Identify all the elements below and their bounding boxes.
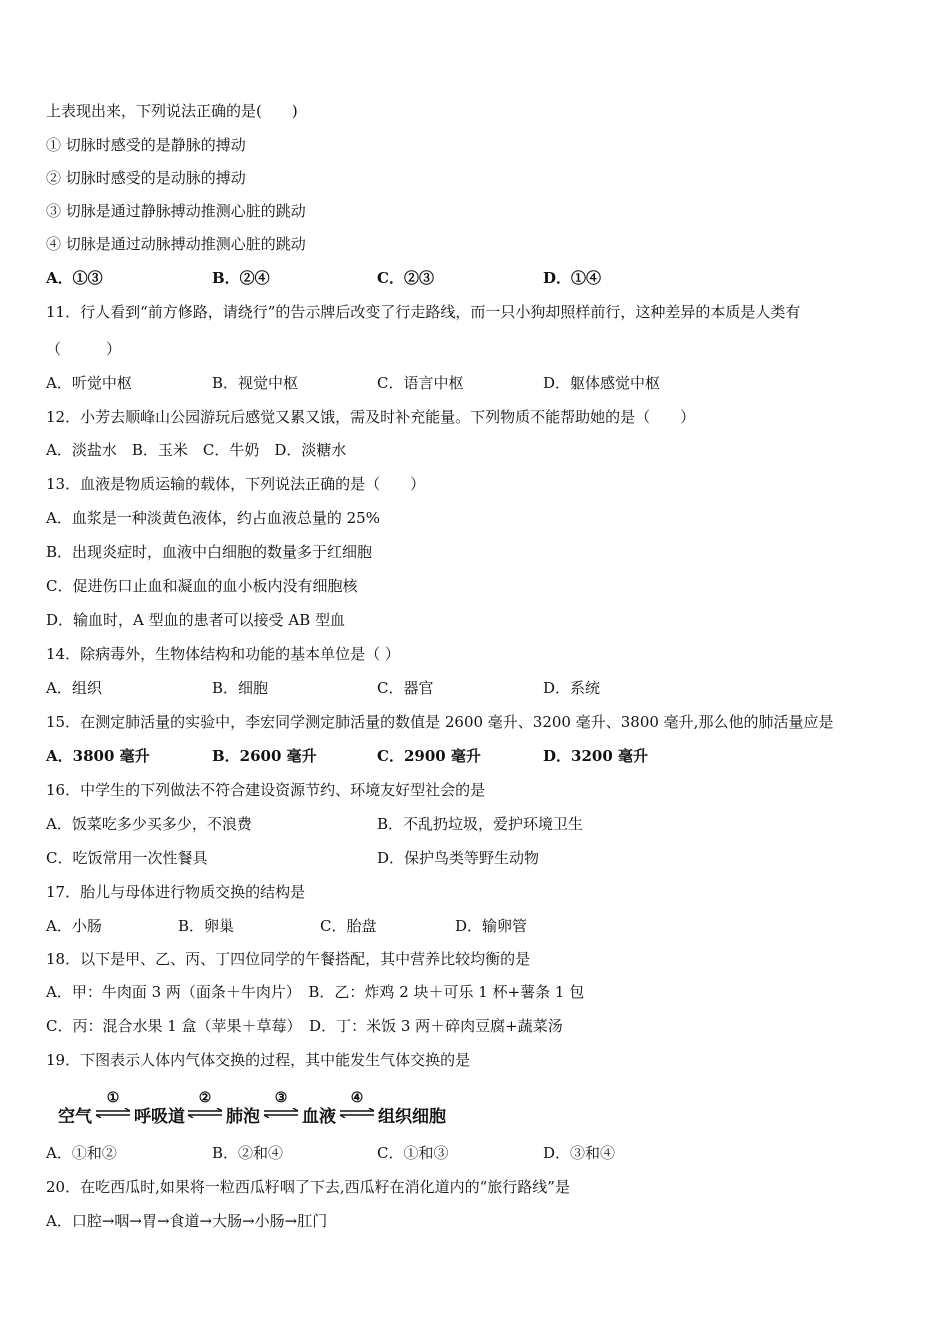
q11-blank: （ ） [46, 340, 122, 358]
q10-statement-1: ① 切脉时感受的是静脉的搏动 [46, 136, 246, 154]
q15-stem: 15．在测定肺活量的实验中，李宏同学测定肺活量的数值是 2600 毫升、3200 毫升、3800 毫升,那么他的肺活量应是 [46, 713, 834, 731]
option-d: D．输卵管 [455, 917, 528, 935]
double-arrow-icon [338, 1108, 376, 1118]
q14-stem: 14．除病毒外，生物体结构和功能的基本单位是（ ） [46, 645, 400, 663]
diagram-arrow-1 [94, 1090, 132, 1128]
option-a: A．饭菜吃多少买多少，不浪费 [46, 815, 252, 833]
diagram-arrow-2 [186, 1090, 224, 1128]
option-b: B．不乱扔垃圾，爱护环境卫生 [377, 815, 584, 833]
option-a: A．①③ [46, 269, 103, 287]
option-d: D．保护鸟类等野生动物 [377, 849, 540, 867]
option-d: D．系统 [543, 679, 601, 697]
option-b: B．视觉中枢 [212, 374, 299, 392]
q17-stem: 17．胎儿与母体进行物质交换的结构是 [46, 883, 306, 901]
option-d: D．躯体感觉中枢 [543, 374, 661, 392]
option-b: B．②和④ [212, 1144, 284, 1162]
q10-statement-4: ④ 切脉是通过动脉搏动推测心脏的跳动 [46, 235, 306, 253]
q19-stem: 19．下图表示人体内气体交换的过程，其中能发生气体交换的是 [46, 1051, 471, 1069]
q13-option-c: C．促进伤口止血和凝血的血小板内没有细胞核 [46, 577, 358, 595]
option-a: A．组织 [46, 679, 102, 697]
option-a: A．3800 毫升 [46, 747, 150, 765]
q20-option-a: A．口腔→咽→胃→食道→大肠→小肠→肛门 [46, 1212, 328, 1230]
q20-stem: 20．在吃西瓜时,如果将一粒西瓜籽咽了下去,西瓜籽在消化道内的“旅行路线”是 [46, 1178, 570, 1196]
q13-option-b: B．出现炎症时，血液中白细胞的数量多于红细胞 [46, 543, 373, 561]
option-c: C．胎盘 [320, 917, 377, 935]
option-b: B．2600 毫升 [212, 747, 317, 765]
option-a: A．①和② [46, 1144, 117, 1162]
q16-stem: 16．中学生的下列做法不符合建设资源节约、环境友好型社会的是 [46, 781, 486, 799]
q13-stem: 13．血液是物质运输的载体，下列说法正确的是（ ） [46, 475, 426, 493]
q12-options: A．淡盐水 B．玉米 C．牛奶 D．淡糖水 [46, 441, 347, 459]
option-c: C．①和③ [377, 1144, 449, 1162]
option-d: D．①④ [543, 269, 602, 287]
option-a: A．听觉中枢 [46, 374, 132, 392]
diagram-arrow-3 [262, 1090, 300, 1128]
option-d: D．③和④ [543, 1144, 616, 1162]
arrow-label: ② [198, 1090, 212, 1106]
option-d: D．3200 毫升 [543, 747, 648, 765]
option-b: B．卵巢 [178, 917, 235, 935]
option-c: C．器官 [377, 679, 434, 697]
q13-option-d: D．输血时，A 型血的患者可以接受 AB 型血 [46, 611, 346, 629]
q10-statement-2: ② 切脉时感受的是动脉的搏动 [46, 169, 246, 187]
q18-stem: 18．以下是甲、乙、丙、丁四位同学的午餐搭配，其中营养比较均衡的是 [46, 950, 531, 968]
option-b: B．细胞 [212, 679, 269, 697]
diagram-arrow-4 [338, 1090, 376, 1128]
q10-stem: 上表现出来，下列说法正确的是( ) [46, 102, 298, 120]
q11-stem: 11．行人看到“前方修路，请绕行”的告示牌后改变了行走路线，而一只小狗却照样前行，这种差异的本质是人类有 [46, 303, 801, 321]
arrow-label: ③ [274, 1090, 288, 1106]
arrow-label: ① [106, 1090, 120, 1106]
q13-option-a: A．血浆是一种淡黄色液体，约占血液总量的 25% [46, 509, 380, 527]
double-arrow-icon [262, 1108, 300, 1118]
option-c: C．2900 毫升 [377, 747, 481, 765]
option-c: C．吃饭常用一次性餐具 [46, 849, 208, 867]
double-arrow-icon [186, 1108, 224, 1118]
diagram-node-air: 空气 [58, 1107, 92, 1127]
diagram-node-airway: 呼吸道 [134, 1107, 185, 1127]
q18-options-cd: C．丙：混合水果 1 盒（苹果＋草莓） D．丁：米饭 3 两＋碎肉豆腐+蔬菜汤 [46, 1017, 563, 1035]
diagram-node-tissue-cells: 组织细胞 [378, 1107, 446, 1127]
option-c: C．②③ [377, 269, 434, 287]
option-b: B．②④ [212, 269, 270, 287]
arrow-label: ④ [350, 1090, 364, 1106]
q12-stem: 12．小芳去顺峰山公园游玩后感觉又累又饿，需及时补充能量。下列物质不能帮助她的是（ ） [46, 408, 696, 426]
diagram-node-blood: 血液 [302, 1107, 336, 1127]
q10-statement-3: ③ 切脉是通过静脉搏动推测心脏的跳动 [46, 202, 306, 220]
option-a: A．小肠 [46, 917, 102, 935]
option-c: C．语言中枢 [377, 374, 464, 392]
double-arrow-icon [94, 1108, 132, 1118]
q18-options-ab: A．甲：牛肉面 3 两（面条＋牛肉片） B．乙：炸鸡 2 块＋可乐 1 杯+薯条 1 包 [46, 983, 585, 1001]
diagram-node-alveoli: 肺泡 [226, 1107, 260, 1127]
